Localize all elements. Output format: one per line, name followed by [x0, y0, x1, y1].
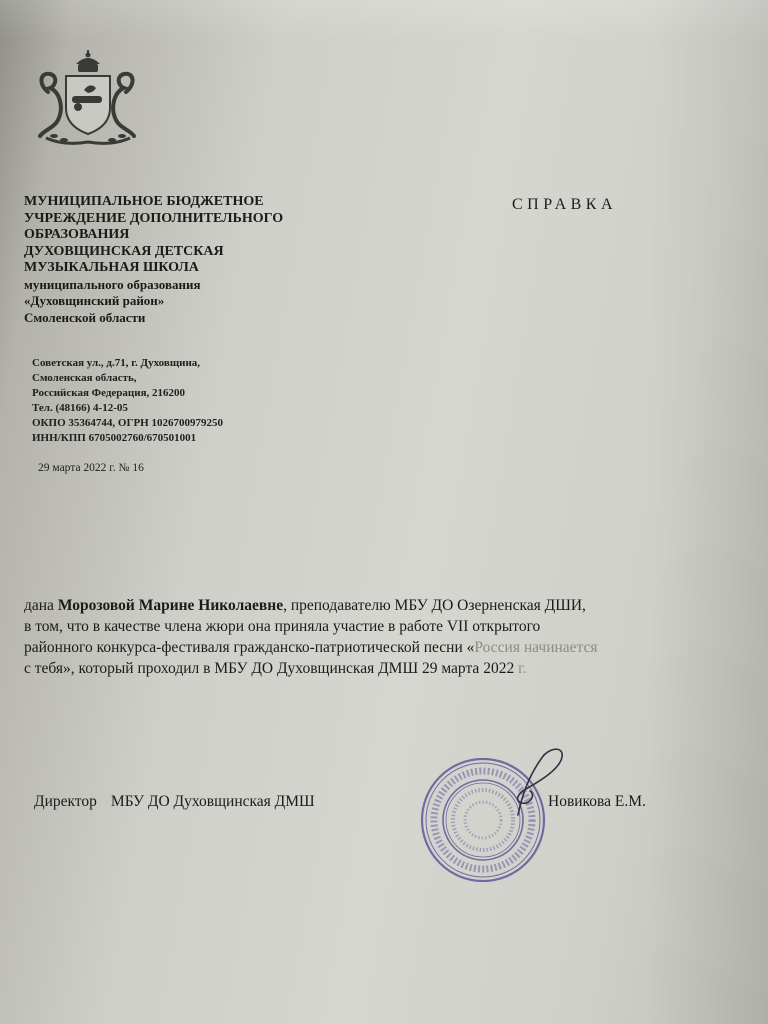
org-line: ДУХОВЩИНСКАЯ ДЕТСКАЯ — [24, 243, 224, 259]
signatory-organization: МБУ ДО Духовщинская ДМШ — [110, 793, 315, 810]
org-sub-line: муниципального образования — [24, 276, 201, 292]
body-prefix: дана — [24, 597, 58, 614]
signatory-name: Новикова Е.М. — [548, 793, 646, 810]
org-sub-line: Смоленской области — [24, 309, 146, 325]
body-line-3-faded-b: начинается — [519, 639, 598, 656]
body-line-1-rest: , преподавателю МБУ ДО Озерненская ДШИ, — [283, 597, 586, 614]
body-line-1 — [24, 595, 754, 616]
organization-name — [24, 194, 354, 326]
body-line-4-main: с тебя», который проходил в МБУ ДО Духовщинская ДМШ 29 марта 2022 — [24, 660, 515, 677]
address-line: Советская ул., д.71, г. Духовщина, — [32, 357, 201, 369]
body-line-3-main: районного конкурса-фестиваля гражданско-патриотической песни « — [24, 639, 475, 656]
document-body — [24, 595, 754, 679]
body-line-2: в том, что в качестве члена жюри она приняла участие в работе VII открытого — [24, 618, 541, 635]
address-line: ИНН/КПП 6705002760/670501001 — [32, 432, 197, 444]
org-line: ОБРАЗОВАНИЯ — [24, 227, 130, 242]
address-line: Российская Федерация, 216200 — [32, 387, 186, 399]
paper-shading-right — [648, 0, 768, 1024]
person-name: Морозовой Марине Николаевне — [57, 597, 284, 614]
smolensk-coat-of-arms-icon — [34, 50, 140, 150]
body-line-4 — [24, 658, 754, 679]
signatory-position: Директор — [34, 793, 97, 810]
address-line: Тел. (48166) 4-12-05 — [32, 402, 128, 414]
address-line: ОКПО 35364744, ОГРН 1026700979250 — [32, 417, 223, 429]
body-line-3-faded-a: Россия — [474, 639, 520, 656]
org-line: УЧРЕЖДЕНИЕ ДОПОЛНИТЕЛЬНОГО — [24, 210, 284, 226]
body-line-4-faded: г. — [514, 660, 527, 677]
document-date-number: 29 марта 2022 г. № 16 — [38, 462, 144, 474]
address-line: Смоленская область, — [32, 372, 137, 384]
document-title: СПРАВКА — [512, 196, 618, 213]
org-line: МУЗЫКАЛЬНАЯ ШКОЛА — [24, 260, 199, 275]
org-sub-line: «Духовщинский район» — [24, 293, 165, 308]
signature-row — [34, 793, 315, 811]
org-line: МУНИЦИПАЛЬНОЕ БЮДЖЕТНОЕ — [24, 194, 264, 209]
organization-address — [32, 356, 332, 446]
body-line-3 — [24, 637, 754, 658]
